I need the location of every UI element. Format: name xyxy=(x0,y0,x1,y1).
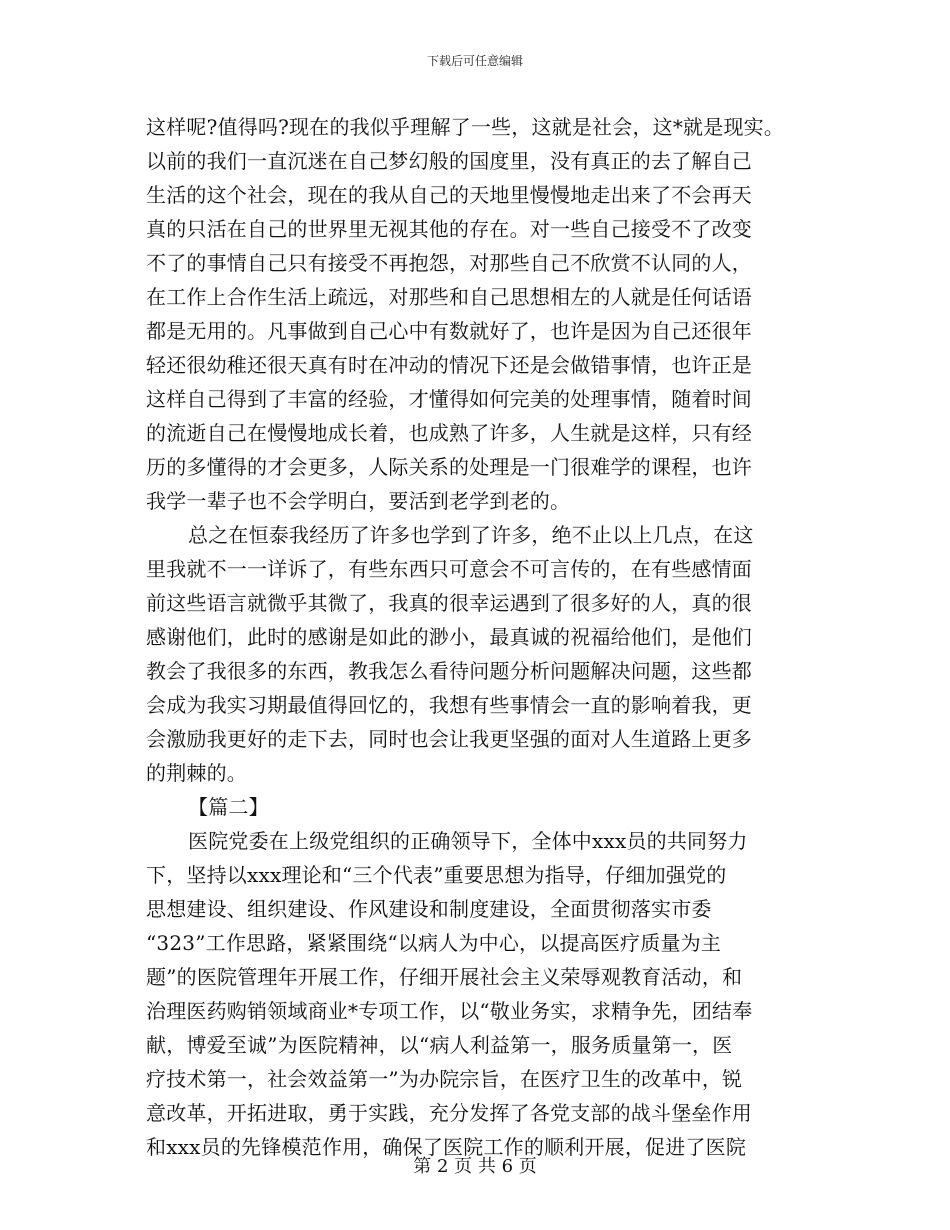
text-line: 的流逝自己在慢慢地成长着，也成熟了许多，人生就是这样，只有经 xyxy=(146,421,752,445)
text-line: 这样自己得到了丰富的经验，才懂得如何完美的处理事情，随着时间 xyxy=(146,387,752,411)
text-line: 思想建设、组织建设、作风建设和制度建设，全面贯彻落实市委 xyxy=(146,897,712,921)
text-line: 里我就不一一详诉了，有些东西只可意会不可言传的，在有些感情面 xyxy=(146,557,752,581)
text-line: 感谢他们，此时的感谢是如此的渺小，最真诚的祝福给他们，是他们 xyxy=(146,625,752,649)
text-line: 都是无用的。凡事做到自己心中有数就好了，也许是因为自己还很年 xyxy=(146,319,752,343)
text-line: 下，坚持以xxx理论和“三个代表”重要思想为指导，仔细加强党的 xyxy=(146,863,727,887)
text-line: 献，博爱至诚”为医院精神，以“病人利益第一，服务质量第一，医 xyxy=(146,1033,733,1057)
text-line: 生活的这个社会，现在的我从自己的天地里慢慢地走出来了不会再天 xyxy=(146,183,752,207)
text-line: 历的多懂得的才会更多，人际关系的处理是一门很难学的课程，也许 xyxy=(146,455,752,479)
page-header: 下载后可任意编辑 xyxy=(426,54,523,68)
text-line: 和xxx员的先锋模范作用，确保了医院工作的顺利开展，促进了医院 xyxy=(146,1135,747,1159)
text-line: 教会了我很多的东西，教我怎么看待问题分析问题解决问题，这些都 xyxy=(146,659,752,683)
text-line: 这样呢?值得吗?现在的我似乎理解了一些，这就是社会，这*就是现实。 xyxy=(146,115,785,139)
text-line: 意改革，开拓进取，勇于实践，充分发挥了各党支部的战斗堡垒作用 xyxy=(146,1101,752,1125)
text-line: 会成为我实习期最值得回忆的，我想有些事情会一直的影响着我，更 xyxy=(146,693,752,717)
text-line: 以前的我们一直沉迷在自己梦幻般的国度里，没有真正的去了解自己 xyxy=(146,149,752,173)
text-line: 治理医药购销领域商业*专项工作，以“敬业务实，求精争先，团结奉 xyxy=(146,999,753,1023)
text-line: 真的只活在自己的世界里无视其他的存在。对一些自己接受不了改变 xyxy=(146,217,752,241)
text-line: 的荆棘的。 xyxy=(146,761,247,785)
document-body xyxy=(146,110,806,1164)
text-line: 不了的事情自己只有接受不再抱怨，对那些自己不欣赏不认同的人， xyxy=(146,251,752,275)
page-number-footer: 第 2 页 共 6 页 xyxy=(413,1156,537,1177)
section-heading: 【篇二】 xyxy=(188,795,269,819)
text-line: 在工作上合作生活上疏远，对那些和自己思想相左的人就是任何话语 xyxy=(146,285,752,309)
text-line: “323”工作思路，紧紧围绕“以病人为中心，以提高医疗质量为主 xyxy=(146,931,722,955)
paragraph-start-line: 总之在恒泰我经历了许多也学到了许多，绝不止以上几点，在这 xyxy=(188,523,754,547)
text-line: 题”的医院管理年开展工作，仔细开展社会主义荣辱观教育活动，和 xyxy=(146,965,743,989)
text-line: 我学一辈子也不会学明白，要活到老学到老的。 xyxy=(146,489,571,513)
text-line: 会激励我更好的走下去，同时也会让我更坚强的面对人生道路上更多 xyxy=(146,727,752,751)
text-line: 前这些语言就微乎其微了，我真的很幸运遇到了很多好的人，真的很 xyxy=(146,591,752,615)
paragraph-start-line: 医院党委在上级党组织的正确领导下，全体中xxx员的共同努力 xyxy=(188,829,748,853)
text-line: 轻还很幼稚还很天真有时在冲动的情况下还是会做错事情，也许正是 xyxy=(146,353,752,377)
text-line: 疗技术第一，社会效益第一”为办院宗旨，在医疗卫生的改革中，锐 xyxy=(146,1067,743,1091)
